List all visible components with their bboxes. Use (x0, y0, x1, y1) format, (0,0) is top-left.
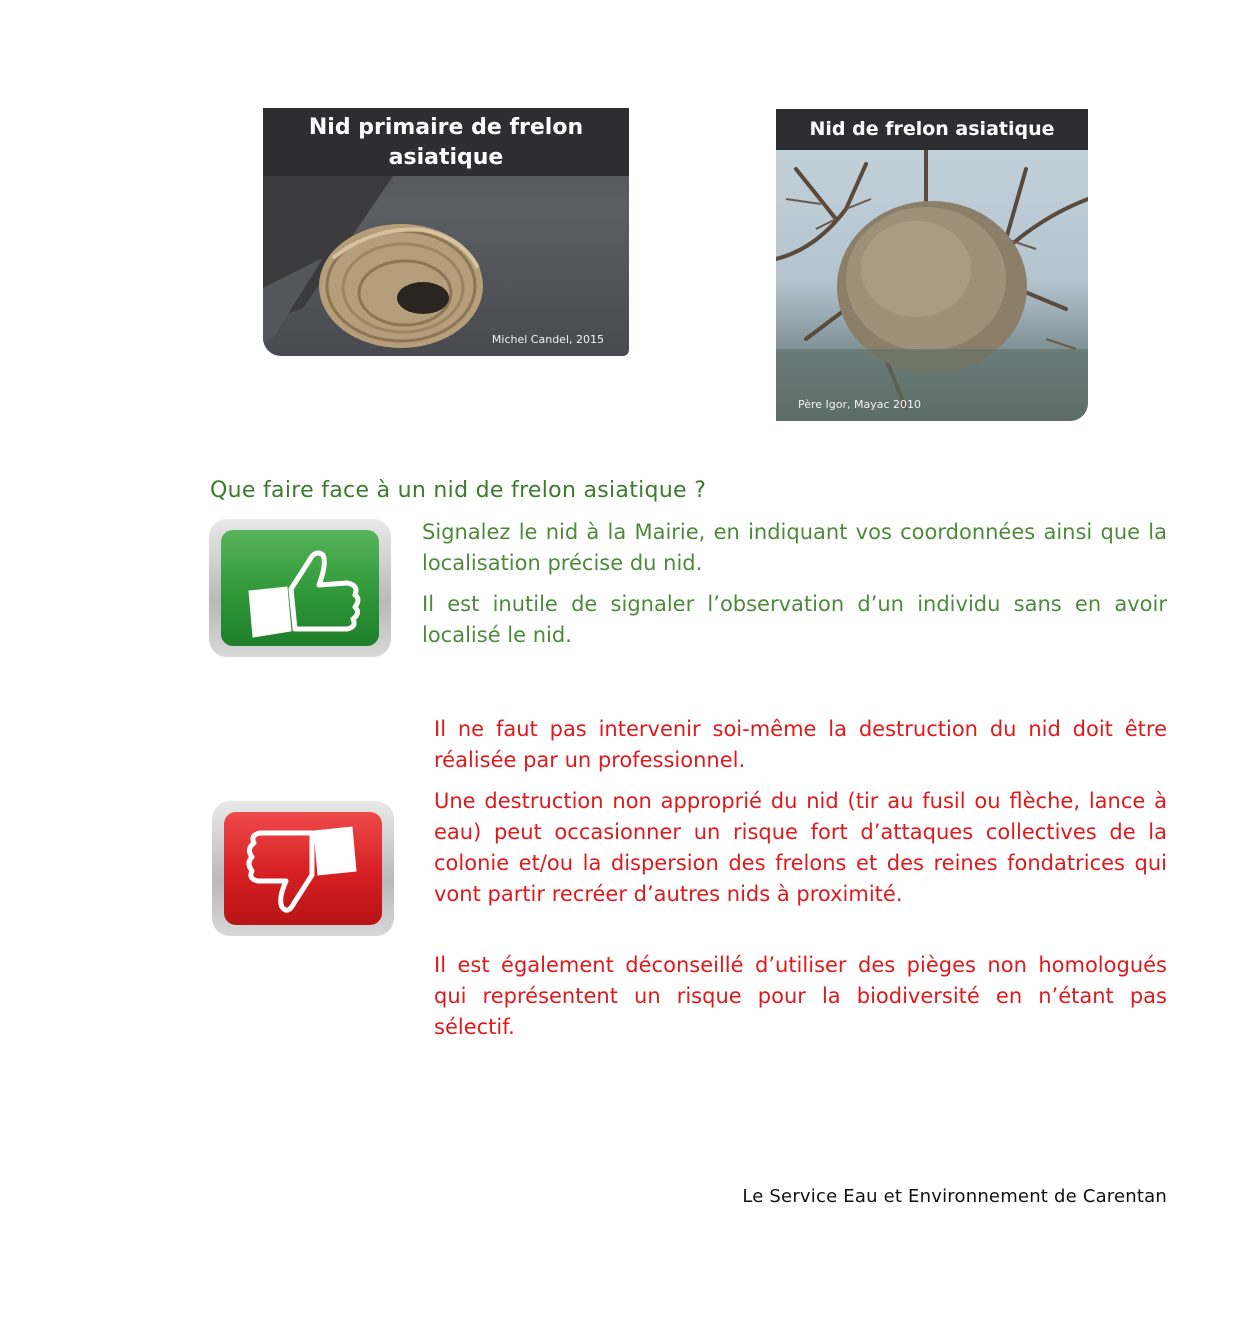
footer-signature: Le Service Eau et Environnement de Carentan (742, 1186, 1167, 1207)
mature-nest-photo (776, 109, 1088, 421)
mature-nest-credit: Père Igor, Mayac 2010 (798, 398, 922, 411)
mature-nest-caption: Nid de frelon asiatique (776, 109, 1088, 150)
thumbs-up-icon (209, 519, 391, 657)
dont-paragraph-2: Une destruction non approprié du nid (tir au fusil ou flèche, lance à eau) peut occasionner un risque fort d’attaques collectives de la colonie et/ou la dispersion des frelons et des reines fondatrices qui vont partir recréer d’autres nids à proximité. (434, 789, 1167, 906)
section-heading: Que faire face à un nid de frelon asiatique ? (210, 478, 707, 503)
thumbs-down-icon (212, 801, 394, 936)
dont-paragraph-3: Il est également déconseillé d’utiliser des pièges non homologués qui représentent un risque pour la biodiversité en n’étant pas sélectif. (434, 953, 1167, 1039)
primary-nest-photo (263, 108, 629, 356)
dont-paragraph-1: Il ne faut pas intervenir soi-même la destruction du nid doit être réalisée par un professionnel. (434, 717, 1167, 772)
primary-nest-caption: Nid primaire de frelon asiatique (263, 108, 629, 176)
do-paragraph-1: Signalez le nid à la Mairie, en indiquant vos coordonnées ainsi que la localisation précise du nid. (422, 520, 1167, 575)
mature-nest-image (776, 109, 1088, 421)
primary-nest-credit: Michel Candel, 2015 (491, 333, 604, 346)
do-paragraph-2: Il est inutile de signaler l’observation d’un individu sans en avoir localisé le nid. (422, 592, 1167, 647)
